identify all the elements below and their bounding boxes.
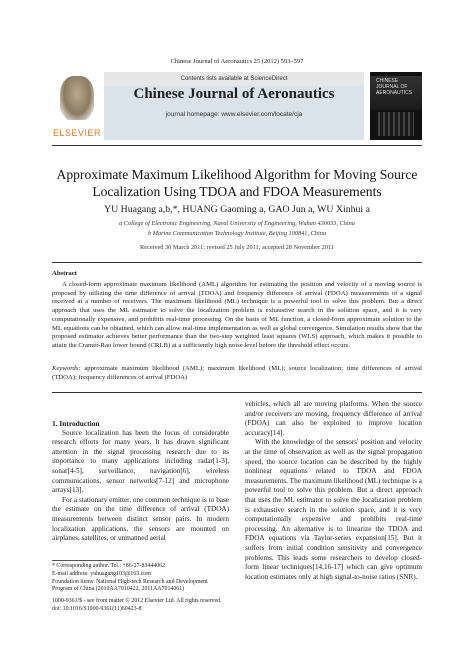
elsevier-tree-icon	[60, 76, 94, 120]
elsevier-logo-text: ELSEVIER	[52, 128, 102, 138]
banner-center	[104, 72, 364, 140]
abstract-heading: Abstract	[52, 270, 77, 277]
journal-name: Chinese Journal of Aeronautics	[133, 86, 335, 102]
keywords	[52, 365, 422, 382]
journal-homepage[interactable]: journal homepage: www.elsevier.com/locate/cja	[165, 111, 303, 118]
left-column	[52, 419, 229, 544]
abstract-top-rule	[52, 262, 422, 263]
paragraph: With the knowledge of the sensors' position and velocity at the time of observation as well as the signal propagation speed, the source location can be described by the highly nonlinear equations related to TDOA and FDOA measurements. The maximum likelihood (ML) technique is a powerful tool to solve this problem. But a direct approach that uses the ML estimator to solve the localization problem is exhaustive search in the solution space, and it is very computationally expensive and prohibits real-time processing. An alternative is to linearize the TDOA and FDOA equations via Taylor-series expansion[15]. But it suffers from initial condition sensitivity and convergence problems. This leads some researchers to develop closed-form linear techniques[14,16-17] which can give optimum location estimates only at high signal-to-noise ratios (SNR).	[245, 438, 422, 581]
footnote-corresponding: * Corresponding author. Tel.: +86-27-83444062.	[52, 563, 167, 569]
paragraph: For a stationary emitter, one common technique is to base the estimate on the time difference of arrival (TDOA) measurements between distinct sensor pairs. In modern localization applications, the sensors are mounted on airplanes, satellites, or unmanned aerial	[52, 495, 229, 543]
keywords-text: approximate maximum likelihood (AML); maximum likelihood (ML); source localization; time differences of arrival (TDOA); frequency differences of arrival (FDOA)	[52, 365, 422, 381]
affiliation-b: b Marine Communication Technology Institute, Beijing 100841, China	[148, 230, 326, 237]
received-dates: Received 30 March 2011; revised 25 July 2011; accepted 28 November 2011	[140, 244, 334, 251]
right-column	[245, 400, 422, 582]
cover-graphic	[378, 112, 414, 136]
section-heading: 1. Introduction	[52, 419, 100, 428]
paragraph: Source localization has been the focus of considerable research efforts for many years. It has drawn significant attention in the signal processing research due to its importance to many applications including radar[1-3], sonar[4-5], surveillance, navigation[6], wireless communications, sensor networks[7-12] and microphone arrays[13].	[52, 428, 229, 495]
affiliation-a: a College of Electronic Engineering, Naval University of Engineering, Wuhan 430033, China	[119, 220, 355, 227]
footnote-foundation: Foundation items: National High-tech Research and Development Program of China (2010AA7010422, 2011AA7014061)	[52, 579, 208, 593]
running-header: Chinese Journal of Aeronautics 25 (2012) 593–597	[170, 58, 304, 65]
abstract-text: A closed-form approximate maximum likelihood (AML) algorithm for estimating the position and velocity of a moving source is proposed by utilizing the time difference of arrival (TDOA) and frequency difference of arrival (FDOA) measurements of a signal received at a number of receivers. The maximum likelihood (ML) technique is a powerful tool to solve this problem. But a direct approach that uses the ML estimator to solve the localization problem is exhaustive search in the solution space, and it is very computationally expensive, and prohibits real-time processing. On the basis of ML function, a closed-form approximate solution to the ML equations can be obtained, which can allow real-time implementation as well as global convergence. Simulation results show that the proposed estimator achieves better performance than the two-step weighted least squares (WLS) approach, which makes it possible to attain the Cramér-Rao lower bound (CRLB) at a sufficiently high noise level before the threshold effect occurs.	[52, 281, 422, 349]
footnote-email[interactable]: E-mail address: yuhuagang103@163.com	[52, 571, 151, 577]
article-authors: YU Huagang a,b,*, HUANG Gaoming a, GAO Jun a, WU Xinhui a	[104, 204, 370, 215]
journal-cover-thumbnail[interactable]	[370, 72, 422, 140]
footnote-rule	[52, 560, 122, 561]
cover-text: CHINESE JOURNAL OF AERONAUTICS	[376, 78, 413, 96]
abstract-bottom-rule	[52, 392, 422, 393]
contents-line[interactable]: Contents lists available at ScienceDirect	[104, 72, 364, 86]
article-title: Approximate Maximum Likelihood Algorithm for Moving Source Localization Using TDOA and FDOA Measurements	[56, 167, 418, 199]
doi-line[interactable]: doi: 10.1016/S1000-9361(11)60423-8	[52, 606, 142, 612]
journal-banner	[52, 72, 422, 140]
keywords-label: Keywords:	[52, 365, 81, 372]
banner-rule	[52, 145, 422, 146]
paragraph: vehicles, which all are moving platforms. When the source and/or receivers are moving, frequency difference of arrival (FDOA) can also be exploited to improve location accuracy[14].	[245, 400, 422, 437]
elsevier-logo[interactable]	[52, 72, 102, 140]
copyright-line: 1000-9361/$ - see front matter © 2012 Elsevier Ltd. All rights reserved.	[52, 598, 222, 604]
